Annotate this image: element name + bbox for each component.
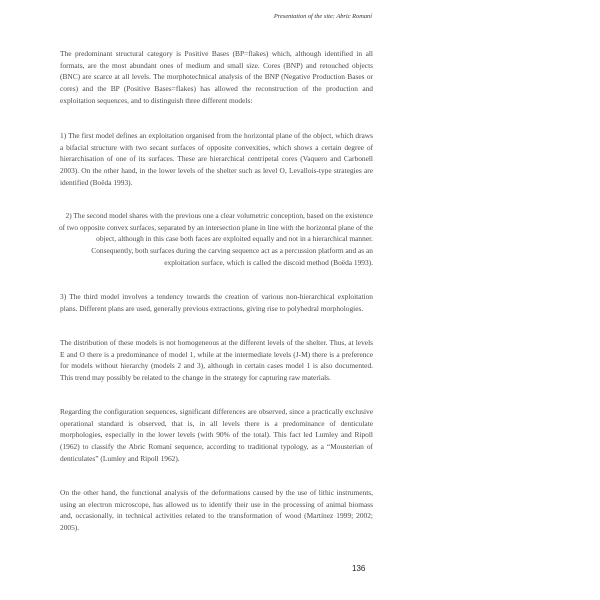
body-paragraph: Regarding the configuration sequences, significant differences are observed, since a practically exclusive operational standard is observed, that is, in all levels there is a predominance of denticulate morphologies, especially in the lower levels (with 90% of the total). This fact led Lumley and Ripoll (1962) to classify the Abric Romaní sequence, according to traditional typology, as a “Mousterian of denticulates” (Lumley and Ripoll 1962). [60,407,373,463]
body-paragraph: 2) The second model shares with the previous one a clear volumetric conception, based on the existence of two opposite convex surfaces, separated by an intersection plane in line with the horizontal plane of the object, although in this case both faces are exploited equally and not in a hierarchical manner. Consequently, both surfaces during the carving sequence act as a percussion platform and as an exploitation surface, which is called the discoid method (Boëda 1993). [58,211,373,267]
page-number: 136 [352,564,366,573]
body-paragraph: 1) The first model defines an exploitation organised from the horizontal plane of the object, which draws a bifacial structure with two secant surfaces of opposite convexities, which shows a certain degree of hierarchisation of one of its surfaces. These are hierarchical centripetal cores (Vaquero and Carbonell 2003). On the other hand, in the lower levels of the shelter such as level O, Levallois-type strategies are identified (Boëda 1993). [60,131,373,187]
body-paragraph: On the other hand, the functional analysis of the deformations caused by the use of lithic instruments, using an electron microscope, has allowed us to identify their use in the processing of animal biomass and, occasionally, in technical activities related to the transformation of wood (Martínez 1999; 2002; 2005). [60,488,373,533]
body-paragraph: 3) The third model involves a tendency towards the creation of various non-hierarchical exploitation plans. Different plans are used, generally previous extractions, giving rise to polyhedral morphologies. [60,292,373,313]
body-paragraph: The predominant structural category is Positive Bases (BP=flakes) which, although identified in all formats, are the most abundant ones of medium and small size. Cores (BNP) and retouched objects (BNC) are scarce at all levels. The morphotechnical analysis of the BNP (Negative Production Bases or cores) and the BP (Positive Bases=flakes) has allowed the reconstruction of the production and exploitation sequences, and to distinguish three different models: [60,49,373,105]
body-paragraph: The distribution of these models is not homogeneous at the different levels of the shelter. Thus, at levels E and O there is a predominance of model 1, while at the intermediate levels (J-M) there is a preference for models without hierarchy (models 2 and 3), although in certain cases model 1 is also documented. This trend may possibly be related to the change in the strategy for capturing raw materials. [60,338,373,383]
running-header: Presentation of the site: Abric Romaní [273,13,372,20]
